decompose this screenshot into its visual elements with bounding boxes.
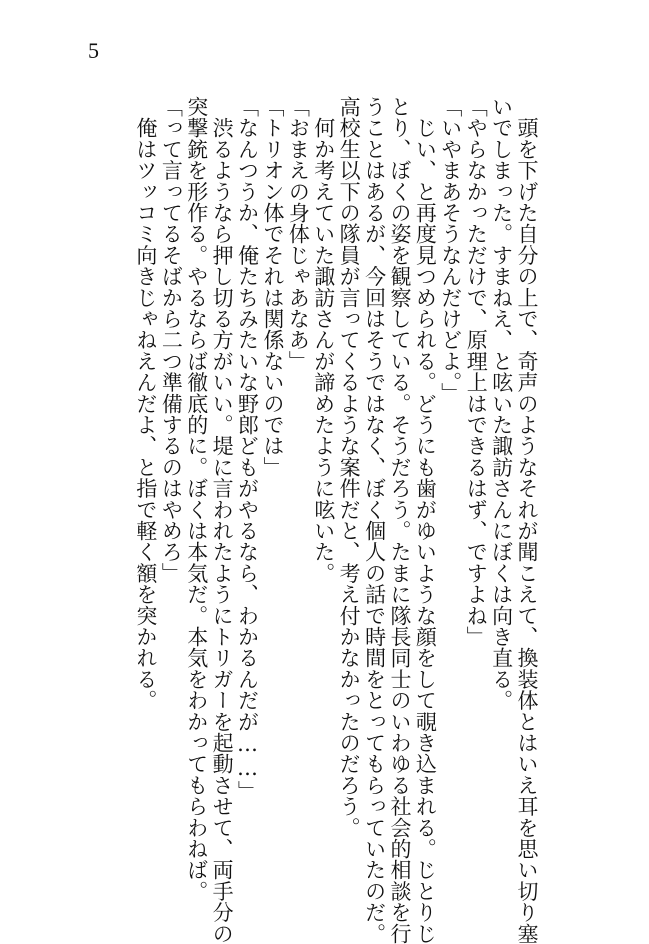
text-line: 頭を下げた自分の上で、奇声のようなそれが聞こえて、換装体とはいえ耳を思い切り塞 [515, 96, 539, 944]
text-line: 「いやまあそうなんだけどよ。」 [438, 96, 463, 404]
text-line: 「やらなかっただけで、原理上はできるはず、ですよね」 [464, 96, 489, 648]
text-line: 「トリオン体でそれは関係ないのでは」 [260, 96, 285, 478]
text-line: 何か考えていた諏訪さんが諦めたように呟いた。 [311, 96, 336, 584]
text-line: 渋るようなら押し切る方がいい。堤に言われたようにトリガーを起動させて、両手分の [210, 96, 235, 944]
text-line: 「おまえの身体じゃあなあ」 [286, 96, 311, 372]
text-line: うことはあるが、今回はそうではなく、ぼく個人の話で時間をとってもらっていたのだ。 [362, 96, 387, 944]
text-line: じい、と再度見つめられる。どうにも歯がゆいような顔をして覗き込まれる。じとりじ [413, 96, 438, 944]
page-number: 5 [88, 38, 99, 63]
text-line: いでしまった。すまねえ、と呟いた諏訪さんにぼくは向き直る。 [489, 96, 514, 711]
vertical-body-text [133, 96, 540, 944]
text-line: 俺はツッコミ向きじゃねえんだよ、と指で軽く額を突かれる。 [133, 96, 158, 711]
text-line: 突撃銃を形作る。やるならば徹底的に。ぼくは本気だ。本気をわかってもらわねば。 [184, 96, 209, 902]
text-line: 高校生以下の隊員が言ってくるような案件だと、考え付かなかったのだろう。 [337, 96, 362, 838]
text-line: 「って言ってるそばから二つ準備するのはやめろ」 [159, 96, 184, 584]
text-line: とり、ぼくの姿を観察している。そうだろう。たまに隊長同士のいわゆる社会的相談を行 [387, 96, 412, 944]
text-line: 「なんつうか、俺たちみたいな野郎どもがやるなら、わかるんだが……」 [235, 96, 260, 802]
